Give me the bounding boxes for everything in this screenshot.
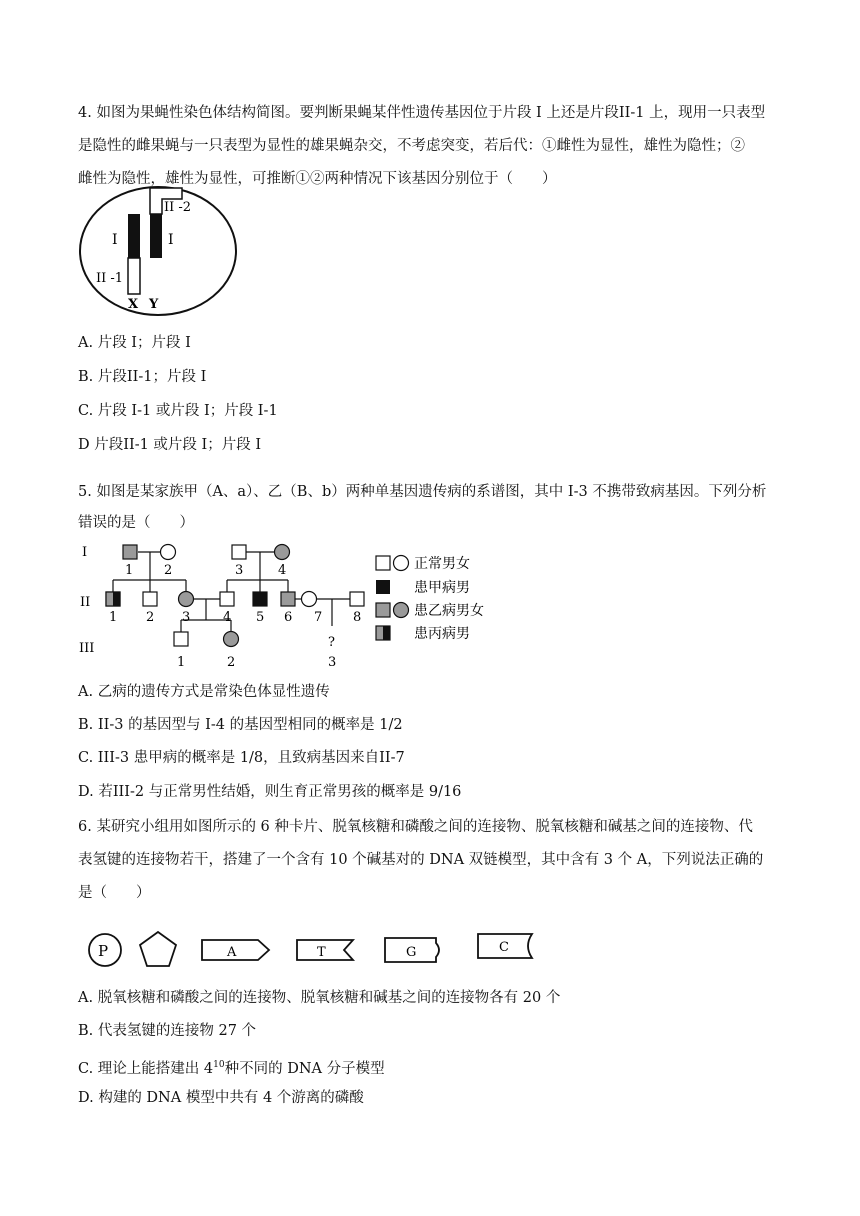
- phosphate-label: P: [98, 942, 109, 960]
- i-4-label: 4: [278, 563, 287, 578]
- i-3-male: [232, 545, 246, 559]
- gen-label-ii: II: [80, 595, 91, 610]
- legend-normal-label: 正常男女: [414, 556, 470, 572]
- ii-2-label: 2: [146, 610, 155, 625]
- x-segment-ii1: [128, 258, 140, 294]
- label-y: Y: [149, 297, 159, 312]
- y-segment-i: [150, 214, 162, 258]
- x-segment-i: [128, 214, 140, 258]
- q6-option-c-suffix: 种不同的 DNA 分子模型: [224, 1060, 385, 1077]
- ii-5-male-jia: [253, 592, 267, 606]
- q6-stem-line-1: 6. 某研究小组用如图所示的 6 种卡片、脱氧核糖和磷酸之间的连接物、脱氧核糖和碱基之间的连接物、代: [78, 819, 753, 835]
- legend-bing-label: 患丙病男: [414, 626, 470, 642]
- i-1-male-yi: [123, 545, 137, 559]
- q4-option-d: D 片段II-1 或片段 I；片段 I: [78, 437, 262, 453]
- q4-option-b: B. 片段II-1；片段 I: [78, 369, 207, 385]
- q5-option-d: D. 若III-2 与正常男性结婚，则生育正常男孩的概率是 9/16: [78, 784, 462, 800]
- q6-option-c-exponent: 10: [213, 1060, 225, 1070]
- q5-option-c: C. III-3 患甲病的概率是 1/8，且致病基因来自II-7: [78, 750, 405, 766]
- ii-1-label: 1: [109, 610, 118, 625]
- label-i-left: I: [112, 232, 118, 248]
- dna-model-cards: [86, 928, 546, 974]
- q6-stem-line-2: 表氢键的连接物若干，搭建了一个含有 10 个碱基对的 DNA 双链模型，其中含有 3 个 A，下列说法正确的: [78, 852, 764, 868]
- q6-option-b: B. 代表氢键的连接物 27 个: [78, 1023, 257, 1039]
- ii-2-male: [143, 592, 157, 606]
- chromosome-diagram: [78, 184, 238, 319]
- q5-stem-line-2: 错误的是（ ）: [78, 515, 194, 531]
- legend-yi-female: [394, 603, 409, 618]
- iii-3-label: 3: [328, 655, 337, 670]
- ii-8-male: [350, 592, 364, 606]
- legend-normal-male: [376, 556, 390, 570]
- base-a-label: A: [227, 945, 237, 960]
- q6-option-a: A. 脱氧核糖和磷酸之间的连接物、脱氧核糖和碱基之间的连接物各有 20 个: [78, 990, 561, 1006]
- q5-stem-line-1: 5. 如图是某家族甲（A、a）、乙（B、b）两种单基因遗传病的系谱图，其中 I-3 不携带致病基因。下列分析: [78, 484, 767, 500]
- iii-1-male: [174, 632, 188, 646]
- ii-3-label: 3: [182, 610, 191, 625]
- i-2-female: [161, 545, 176, 560]
- ii-4-label: 4: [223, 610, 232, 625]
- ii-6-male-yi: [281, 592, 295, 606]
- base-c-label: C: [499, 940, 509, 955]
- i-2-label: 2: [164, 563, 173, 578]
- i-1-label: 1: [125, 563, 134, 578]
- iii-2-label: 2: [227, 655, 236, 670]
- gen-label-i: I: [82, 545, 88, 560]
- i-3-label: 3: [235, 563, 244, 578]
- q5-option-a: A. 乙病的遗传方式是常染色体显性遗传: [78, 684, 330, 700]
- q6-option-c-prefix: C. 理论上能搭建出 4: [78, 1060, 214, 1077]
- i-4-female-yi: [275, 545, 290, 560]
- label-i-right: I: [168, 232, 174, 248]
- label-ii1: II -1: [96, 271, 124, 286]
- q4-stem-line-3: 雌性为隐性，雄性为显性，可推断①②两种情况下该基因分别位于（ ）: [78, 171, 557, 187]
- ii-4-male: [220, 592, 234, 606]
- legend-yi-male: [376, 603, 390, 617]
- q4-option-c: C. 片段 I-1 或片段 I；片段 I-1: [78, 403, 278, 419]
- legend-normal-female: [394, 556, 409, 571]
- iii-3-unknown: ?: [328, 635, 335, 650]
- base-t-label: T: [317, 945, 326, 960]
- label-x: X: [128, 297, 139, 312]
- iii-2-female-yi: [224, 632, 239, 647]
- deoxyribose-card: [140, 932, 176, 966]
- ii-7-label: 7: [314, 610, 323, 625]
- ii-6-label: 6: [284, 610, 293, 625]
- q6-option-c: [78, 1055, 385, 1079]
- iii-1-label: 1: [177, 655, 186, 670]
- q4-stem-line-2: 是隐性的雌果蝇与一只表型为显性的雄果蝇杂交，不考虑突变，若后代：①雌性为显性，雄性为隐性；②: [78, 138, 745, 154]
- label-ii2: II -2: [164, 200, 192, 215]
- pedigree-chart: [78, 540, 518, 672]
- ii-7-female: [302, 592, 317, 607]
- ii-8-label: 8: [353, 610, 362, 625]
- legend-yi-label: 患乙病男女: [414, 603, 484, 619]
- ii-3-female-yi: [179, 592, 194, 607]
- legend-jia-label: 患甲病男: [414, 580, 470, 596]
- gen-label-iii: III: [79, 641, 95, 656]
- q5-option-b: B. II-3 的基因型与 I-4 的基因型相同的概率是 1/2: [78, 717, 403, 733]
- q4-option-a: A. 片段 I；片段 I: [78, 335, 191, 351]
- q4-stem-line-1: 4. 如图为果蝇性染色体结构简图。要判断果蝇某伴性遗传基因位于片段 I 上还是片段II-1 上，现用一只表型: [78, 105, 766, 121]
- base-g-label: G: [406, 945, 417, 960]
- q6-option-d: D. 构建的 DNA 模型中共有 4 个游离的磷酸: [78, 1090, 364, 1106]
- legend-jia-male: [376, 580, 390, 594]
- q6-stem-line-3: 是（ ）: [78, 885, 151, 901]
- ii-5-label: 5: [256, 610, 265, 625]
